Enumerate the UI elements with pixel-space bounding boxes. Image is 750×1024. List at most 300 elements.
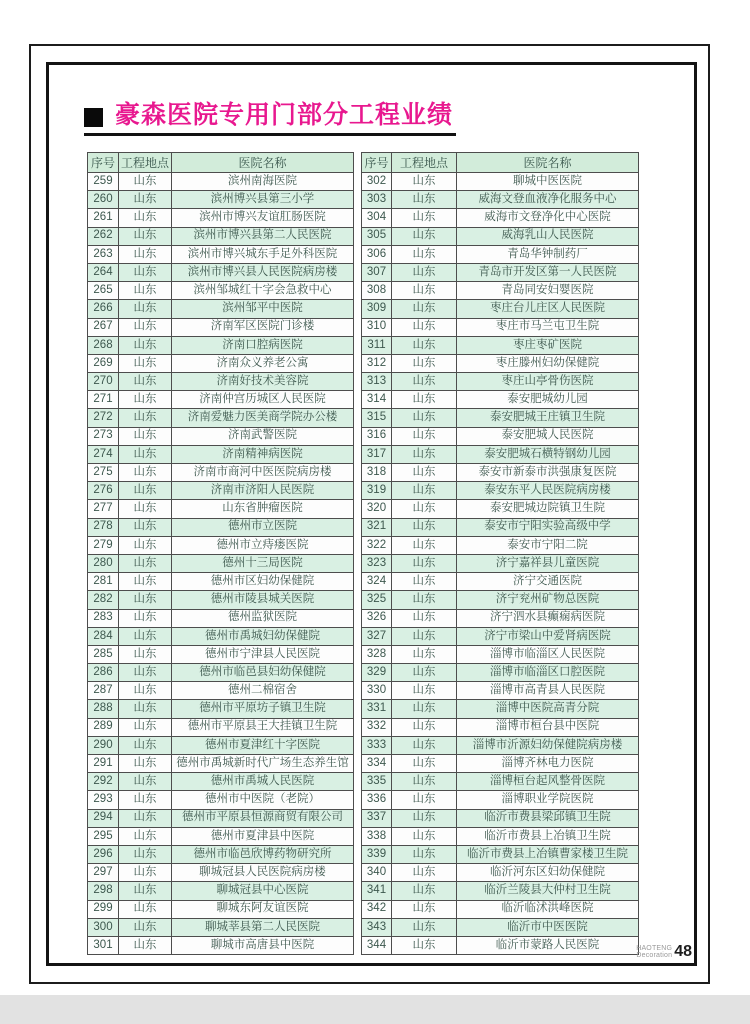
table-row — [88, 227, 354, 245]
serial-cell: 270 — [88, 373, 119, 391]
brand-line1: HAOTENG — [636, 944, 673, 952]
serial-cell: 268 — [88, 336, 119, 354]
hospital-name-cell: 滨州邹城红十字会急救中心 — [172, 282, 354, 300]
serial-cell: 272 — [88, 409, 119, 427]
serial-cell: 324 — [362, 573, 392, 591]
hospital-name-cell: 德州市夏津县中医院 — [172, 827, 354, 845]
table-row — [88, 354, 354, 372]
hospital-name-cell: 泰安市新泰市洪强康复医院 — [457, 464, 639, 482]
hospital-name-cell: 济宁兖州矿物总医院 — [457, 591, 639, 609]
hospital-name-cell: 滨州博兴县第三小学 — [172, 191, 354, 209]
hospital-name-cell: 济南军区医院门诊楼 — [172, 318, 354, 336]
serial-cell: 266 — [88, 300, 119, 318]
page-title-row — [84, 103, 453, 128]
hospital-name-cell: 临沂河东区妇幼保健院 — [457, 864, 639, 882]
serial-cell: 274 — [88, 445, 119, 463]
table-row — [88, 682, 354, 700]
serial-cell: 313 — [362, 373, 392, 391]
location-cell: 山东 — [119, 755, 172, 773]
location-cell: 山东 — [392, 609, 457, 627]
serial-cell: 315 — [362, 409, 392, 427]
table-row — [88, 773, 354, 791]
hospital-name-cell: 德州十三局医院 — [172, 554, 354, 572]
serial-cell: 307 — [362, 263, 392, 281]
serial-cell: 296 — [88, 845, 119, 863]
table-row — [88, 391, 354, 409]
hospital-name-cell: 威海市文登净化中心医院 — [457, 209, 639, 227]
location-cell: 山东 — [119, 536, 172, 554]
hospital-name-cell: 临沂兰陵县大仲村卫生院 — [457, 882, 639, 900]
table-row — [88, 263, 354, 281]
serial-cell: 331 — [362, 700, 392, 718]
table-row — [362, 773, 639, 791]
location-cell: 山东 — [392, 791, 457, 809]
location-cell: 山东 — [119, 900, 172, 918]
column-header: 医院名称 — [172, 153, 354, 173]
hospital-name-cell: 临沂市费县梁邱镇卫生院 — [457, 809, 639, 827]
location-cell: 山东 — [392, 227, 457, 245]
hospital-name-cell: 临沂临沭洪峰医院 — [457, 900, 639, 918]
table-row — [88, 827, 354, 845]
location-cell: 山东 — [119, 573, 172, 591]
table-row — [362, 536, 639, 554]
page-number: 48 — [674, 943, 692, 960]
projects-table-left — [87, 152, 354, 955]
location-cell: 山东 — [119, 827, 172, 845]
hospital-name-cell: 济宁市梁山中爱肾病医院 — [457, 627, 639, 645]
serial-cell: 308 — [362, 282, 392, 300]
serial-cell: 271 — [88, 391, 119, 409]
location-cell: 山东 — [119, 554, 172, 572]
page-title: 豪森医院专用门部分工程业绩 — [115, 101, 454, 129]
serial-cell: 300 — [88, 918, 119, 936]
table-row — [362, 900, 639, 918]
serial-cell: 310 — [362, 318, 392, 336]
hospital-name-cell: 聊城冠县人民医院病房楼 — [172, 864, 354, 882]
location-cell: 山东 — [392, 300, 457, 318]
hospital-name-cell: 济宁泗水县癫痫病医院 — [457, 609, 639, 627]
serial-cell: 319 — [362, 482, 392, 500]
location-cell: 山东 — [392, 336, 457, 354]
page-footer — [592, 941, 692, 963]
serial-cell: 333 — [362, 736, 392, 754]
table-row — [88, 736, 354, 754]
serial-cell: 265 — [88, 282, 119, 300]
serial-cell: 289 — [88, 718, 119, 736]
hospital-name-cell: 济南武警医院 — [172, 427, 354, 445]
table-row — [362, 736, 639, 754]
location-cell: 山东 — [119, 209, 172, 227]
table-row — [362, 664, 639, 682]
location-cell: 山东 — [392, 700, 457, 718]
location-cell: 山东 — [119, 645, 172, 663]
serial-cell: 304 — [362, 209, 392, 227]
location-cell: 山东 — [392, 427, 457, 445]
hospital-name-cell: 淄博市桓台县中医院 — [457, 718, 639, 736]
hospital-name-cell: 青岛同安妇婴医院 — [457, 282, 639, 300]
hospital-name-cell: 青岛市开发区第一人民医院 — [457, 263, 639, 281]
table-row — [88, 591, 354, 609]
hospital-name-cell: 泰安市宁阳二院 — [457, 536, 639, 554]
hospital-name-cell: 泰安肥城边院镇卫生院 — [457, 500, 639, 518]
location-cell: 山东 — [119, 518, 172, 536]
hospital-name-cell: 临沂市费县上冶镇曹家楼卫生院 — [457, 845, 639, 863]
table-row — [88, 791, 354, 809]
hospital-name-cell: 德州二棉宿舍 — [172, 682, 354, 700]
table-row — [88, 664, 354, 682]
table-row — [88, 500, 354, 518]
hospital-name-cell: 淄博职业学院医院 — [457, 791, 639, 809]
location-cell: 山东 — [119, 627, 172, 645]
table-row — [88, 918, 354, 936]
location-cell: 山东 — [392, 282, 457, 300]
table-row — [362, 791, 639, 809]
serial-cell: 344 — [362, 936, 392, 954]
hospital-name-cell: 滨州市博兴县人民医院病房楼 — [172, 263, 354, 281]
hospital-name-cell: 德州市平原坊子镇卫生院 — [172, 700, 354, 718]
location-cell: 山东 — [392, 391, 457, 409]
serial-cell: 339 — [362, 845, 392, 863]
location-cell: 山东 — [392, 318, 457, 336]
table-row — [88, 573, 354, 591]
location-cell: 山东 — [119, 736, 172, 754]
hospital-name-cell: 泰安东平人民医院病房楼 — [457, 482, 639, 500]
location-cell: 山东 — [392, 773, 457, 791]
hospital-name-cell: 济南众义养老公寓 — [172, 354, 354, 372]
serial-cell: 286 — [88, 664, 119, 682]
hospital-name-cell: 淄博市高青县人民医院 — [457, 682, 639, 700]
location-cell: 山东 — [392, 445, 457, 463]
header-row — [362, 153, 639, 173]
serial-cell: 278 — [88, 518, 119, 536]
table-row — [362, 591, 639, 609]
serial-cell: 343 — [362, 918, 392, 936]
location-cell: 山东 — [392, 664, 457, 682]
serial-cell: 277 — [88, 500, 119, 518]
location-cell: 山东 — [119, 609, 172, 627]
serial-cell: 342 — [362, 900, 392, 918]
serial-cell: 276 — [88, 482, 119, 500]
location-cell: 山东 — [392, 464, 457, 482]
location-cell: 山东 — [392, 573, 457, 591]
hospital-name-cell: 济南市济阳人民医院 — [172, 482, 354, 500]
hospital-name-cell: 枣庄市马兰屯卫生院 — [457, 318, 639, 336]
hospital-name-cell: 德州市禹城人民医院 — [172, 773, 354, 791]
hospital-name-cell: 聊城市高唐县中医院 — [172, 936, 354, 954]
hospital-name-cell: 滨州南海医院 — [172, 173, 354, 191]
table-row — [88, 536, 354, 554]
table-row — [362, 464, 639, 482]
hospital-name-cell: 德州市禹城新时代广场生态养生馆 — [172, 755, 354, 773]
location-cell: 山东 — [392, 536, 457, 554]
table-row — [362, 554, 639, 572]
serial-cell: 295 — [88, 827, 119, 845]
location-cell: 山东 — [119, 300, 172, 318]
location-cell: 山东 — [119, 791, 172, 809]
serial-cell: 309 — [362, 300, 392, 318]
hospital-name-cell: 聊城东阿友谊医院 — [172, 900, 354, 918]
table-row — [88, 318, 354, 336]
serial-cell: 305 — [362, 227, 392, 245]
location-cell: 山东 — [392, 263, 457, 281]
table-row — [88, 518, 354, 536]
location-cell: 山东 — [119, 354, 172, 372]
hospital-name-cell: 枣庄山亭骨伤医院 — [457, 373, 639, 391]
table-row — [88, 718, 354, 736]
table-row — [362, 173, 639, 191]
location-cell: 山东 — [392, 827, 457, 845]
serial-cell: 299 — [88, 900, 119, 918]
serial-cell: 332 — [362, 718, 392, 736]
table-row — [362, 209, 639, 227]
table-row — [88, 864, 354, 882]
location-cell: 山东 — [119, 445, 172, 463]
hospital-name-cell: 山东省肿瘤医院 — [172, 500, 354, 518]
serial-cell: 283 — [88, 609, 119, 627]
location-cell: 山东 — [392, 591, 457, 609]
table-row — [362, 518, 639, 536]
table-row — [362, 336, 639, 354]
table-row — [362, 845, 639, 863]
serial-cell: 329 — [362, 664, 392, 682]
table-row — [88, 900, 354, 918]
location-cell: 山东 — [119, 391, 172, 409]
table-row — [362, 882, 639, 900]
table-row — [88, 609, 354, 627]
serial-cell: 285 — [88, 645, 119, 663]
location-cell: 山东 — [119, 427, 172, 445]
location-cell: 山东 — [119, 936, 172, 954]
hospital-name-cell: 济南精神病医院 — [172, 445, 354, 463]
location-cell: 山东 — [119, 864, 172, 882]
serial-cell: 263 — [88, 245, 119, 263]
location-cell: 山东 — [119, 809, 172, 827]
table-row — [88, 300, 354, 318]
title-underline — [84, 133, 456, 136]
table-row — [362, 500, 639, 518]
hospital-name-cell: 淄博齐林电力医院 — [457, 755, 639, 773]
table-row — [88, 845, 354, 863]
serial-cell: 341 — [362, 882, 392, 900]
serial-cell: 328 — [362, 645, 392, 663]
hospital-name-cell: 枣庄滕州妇幼保健院 — [457, 354, 639, 372]
location-cell: 山东 — [119, 191, 172, 209]
hospital-name-cell: 德州市区妇幼保健院 — [172, 573, 354, 591]
hospital-name-cell: 聊城冠县中心医院 — [172, 882, 354, 900]
table-row — [88, 427, 354, 445]
hospital-name-cell: 泰安肥城幼儿园 — [457, 391, 639, 409]
hospital-name-cell: 德州市宁津县人民医院 — [172, 645, 354, 663]
serial-cell: 281 — [88, 573, 119, 591]
serial-cell: 269 — [88, 354, 119, 372]
serial-cell: 312 — [362, 354, 392, 372]
hospital-name-cell: 滨州市博兴县第二人民医院 — [172, 227, 354, 245]
location-cell: 山东 — [392, 900, 457, 918]
table-row — [88, 282, 354, 300]
hospital-name-cell: 德州市陵县城关医院 — [172, 591, 354, 609]
serial-cell: 314 — [362, 391, 392, 409]
serial-cell: 338 — [362, 827, 392, 845]
table-row — [362, 391, 639, 409]
hospital-name-cell: 临沂市费县上冶镇卫生院 — [457, 827, 639, 845]
serial-cell: 273 — [88, 427, 119, 445]
location-cell: 山东 — [392, 718, 457, 736]
hospital-name-cell: 德州市临邑欣博药物研究所 — [172, 845, 354, 863]
hospital-name-cell: 临沂市中医医院 — [457, 918, 639, 936]
hospital-name-cell: 德州市平原县恒源商贸有限公司 — [172, 809, 354, 827]
location-cell: 山东 — [119, 409, 172, 427]
location-cell: 山东 — [392, 882, 457, 900]
serial-cell: 306 — [362, 245, 392, 263]
location-cell: 山东 — [119, 773, 172, 791]
location-cell: 山东 — [392, 845, 457, 863]
serial-cell: 267 — [88, 318, 119, 336]
location-cell: 山东 — [392, 245, 457, 263]
serial-cell: 327 — [362, 627, 392, 645]
serial-cell: 279 — [88, 536, 119, 554]
hospital-name-cell: 泰安肥城石横特钢幼儿园 — [457, 445, 639, 463]
brand-line2: Decoration — [636, 952, 673, 959]
column-header: 序号 — [362, 153, 392, 173]
serial-cell: 288 — [88, 700, 119, 718]
location-cell: 山东 — [119, 173, 172, 191]
table-row — [88, 464, 354, 482]
location-cell: 山东 — [392, 409, 457, 427]
location-cell: 山东 — [119, 918, 172, 936]
hospital-name-cell: 泰安市宁阳实验高级中学 — [457, 518, 639, 536]
table-row — [88, 882, 354, 900]
location-cell: 山东 — [392, 554, 457, 572]
hospital-name-cell: 枣庄枣矿医院 — [457, 336, 639, 354]
serial-cell: 336 — [362, 791, 392, 809]
location-cell: 山东 — [392, 627, 457, 645]
table-row — [362, 409, 639, 427]
location-cell: 山东 — [392, 500, 457, 518]
hospital-name-cell: 济宁嘉祥县儿童医院 — [457, 554, 639, 572]
table-row — [88, 936, 354, 954]
serial-cell: 326 — [362, 609, 392, 627]
serial-cell: 282 — [88, 591, 119, 609]
location-cell: 山东 — [119, 482, 172, 500]
location-cell: 山东 — [119, 227, 172, 245]
location-cell: 山东 — [392, 809, 457, 827]
serial-cell: 291 — [88, 755, 119, 773]
serial-cell: 284 — [88, 627, 119, 645]
serial-cell: 297 — [88, 864, 119, 882]
serial-cell: 340 — [362, 864, 392, 882]
serial-cell: 302 — [362, 173, 392, 191]
hospital-name-cell: 淄博桓台起风整骨医院 — [457, 773, 639, 791]
serial-cell: 325 — [362, 591, 392, 609]
serial-cell: 334 — [362, 755, 392, 773]
hospital-name-cell: 德州市夏津红十字医院 — [172, 736, 354, 754]
location-cell: 山东 — [119, 282, 172, 300]
location-cell: 山东 — [392, 173, 457, 191]
hospital-name-cell: 德州市立痔瘘医院 — [172, 536, 354, 554]
hospital-name-cell: 聊城莘县第二人民医院 — [172, 918, 354, 936]
hospital-name-cell: 德州市平原县王大挂镇卫生院 — [172, 718, 354, 736]
hospital-name-cell: 威海乳山人民医院 — [457, 227, 639, 245]
location-cell: 山东 — [119, 464, 172, 482]
table-row — [362, 755, 639, 773]
hospital-name-cell: 枣庄台儿庄区人民医院 — [457, 300, 639, 318]
serial-cell: 301 — [88, 936, 119, 954]
location-cell: 山东 — [392, 936, 457, 954]
hospital-name-cell: 滨州市博兴友谊肛肠医院 — [172, 209, 354, 227]
scan-edge-shadow — [0, 995, 750, 1024]
table-row — [362, 609, 639, 627]
hospital-name-cell: 济南爱魅力医美商学院办公楼 — [172, 409, 354, 427]
table-row — [88, 700, 354, 718]
serial-cell: 322 — [362, 536, 392, 554]
location-cell: 山东 — [392, 354, 457, 372]
location-cell: 山东 — [119, 373, 172, 391]
location-cell: 山东 — [119, 245, 172, 263]
serial-cell: 290 — [88, 736, 119, 754]
header-row — [88, 153, 354, 173]
serial-cell: 318 — [362, 464, 392, 482]
serial-cell: 303 — [362, 191, 392, 209]
table-row — [362, 427, 639, 445]
serial-cell: 316 — [362, 427, 392, 445]
table-row — [88, 755, 354, 773]
table-row — [88, 809, 354, 827]
location-cell: 山东 — [119, 700, 172, 718]
table-row — [362, 682, 639, 700]
serial-cell: 275 — [88, 464, 119, 482]
table-row — [88, 445, 354, 463]
projects-table-right — [361, 152, 639, 955]
table-row — [362, 918, 639, 936]
column-header: 序号 — [88, 153, 119, 173]
table-row — [362, 191, 639, 209]
serial-cell: 260 — [88, 191, 119, 209]
location-cell: 山东 — [392, 736, 457, 754]
table-row — [362, 245, 639, 263]
table-row — [362, 354, 639, 372]
serial-cell: 317 — [362, 445, 392, 463]
column-header: 医院名称 — [457, 153, 639, 173]
table-row — [362, 864, 639, 882]
hospital-name-cell: 青岛华钟制药厂 — [457, 245, 639, 263]
table-row — [88, 373, 354, 391]
location-cell: 山东 — [119, 500, 172, 518]
hospital-name-cell: 德州市临邑县妇幼保健院 — [172, 664, 354, 682]
hospital-name-cell: 淄博市临淄区口腔医院 — [457, 664, 639, 682]
location-cell: 山东 — [119, 263, 172, 281]
hospital-name-cell: 德州监狱医院 — [172, 609, 354, 627]
hospital-name-cell: 德州市禹城妇幼保健院 — [172, 627, 354, 645]
table-row — [362, 718, 639, 736]
serial-cell: 292 — [88, 773, 119, 791]
location-cell: 山东 — [392, 918, 457, 936]
hospital-name-cell: 泰安肥城王庄镇卫生院 — [457, 409, 639, 427]
tables-container — [87, 152, 639, 955]
hospital-name-cell: 聊城中医医院 — [457, 173, 639, 191]
location-cell: 山东 — [119, 591, 172, 609]
location-cell: 山东 — [392, 864, 457, 882]
table-row — [88, 336, 354, 354]
hospital-name-cell: 济宁交通医院 — [457, 573, 639, 591]
hospital-name-cell: 济南仲宫历城区人民医院 — [172, 391, 354, 409]
table-row — [362, 700, 639, 718]
title-square-bullet-icon — [84, 108, 103, 127]
hospital-name-cell: 威海文登血液净化服务中心 — [457, 191, 639, 209]
serial-cell: 321 — [362, 518, 392, 536]
hospital-name-cell: 滨州邹平中医院 — [172, 300, 354, 318]
table-row — [362, 373, 639, 391]
table-row — [88, 627, 354, 645]
